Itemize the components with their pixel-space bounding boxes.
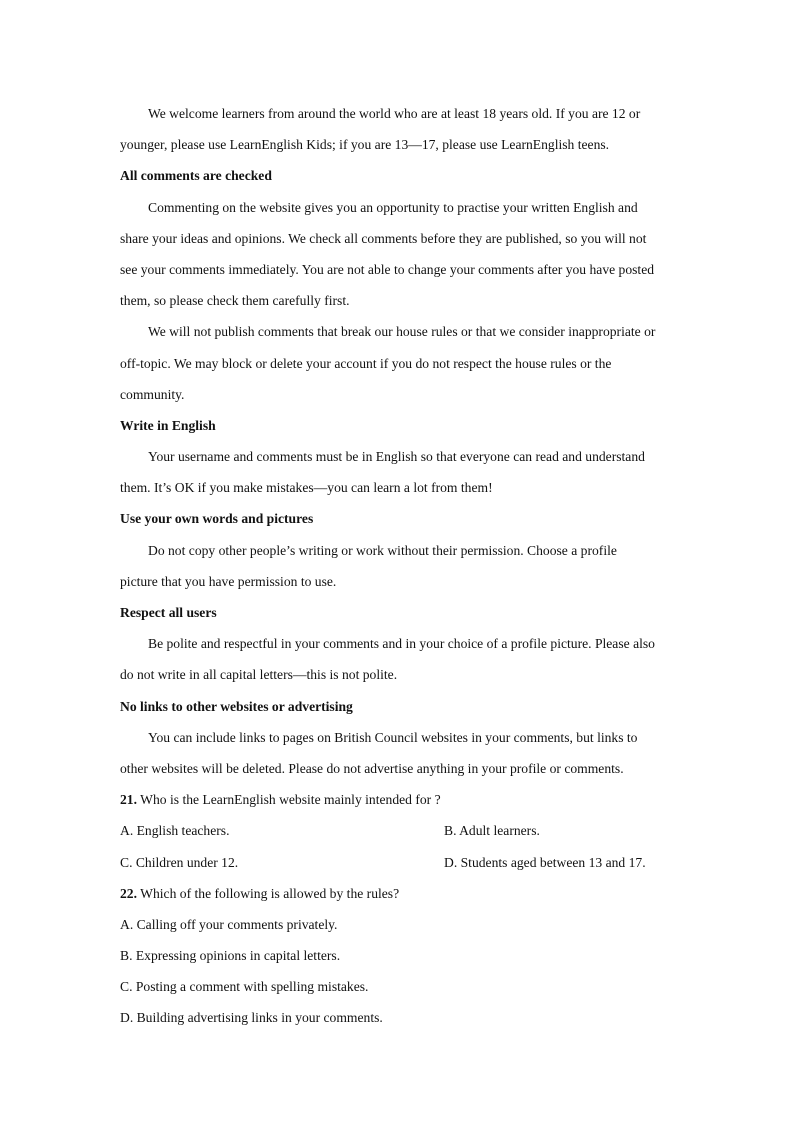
paragraph-publish-line-1: We will not publish comments that break our house rules or that we consider inappropriate or xyxy=(148,324,656,340)
question-21-options-row-2 xyxy=(120,847,676,878)
heading-write-english: Write in English xyxy=(120,417,216,433)
heading-respect-users: Respect all users xyxy=(120,605,217,620)
heading-own-words: Use your own words and pictures xyxy=(120,511,314,527)
paragraph-copy-line-2: picture that you have permission to use. xyxy=(120,573,337,589)
paragraph-polite-line-2: do not write in all capital letters—this is not polite. xyxy=(120,667,398,683)
document-page xyxy=(120,98,676,1034)
paragraph-commenting-line-2: share your ideas and opinions. We check all comments before they are published, so you will not xyxy=(120,230,647,246)
question-22-option-a: A. Calling off your comments privately. xyxy=(120,916,338,932)
question-22-option-d: D. Building advertising links in your comments. xyxy=(120,1010,383,1026)
paragraph-username-line-2: them. It’s OK if you make mistakes—you can learn a lot from them! xyxy=(120,480,493,496)
question-21-text: Who is the LearnEnglish website mainly intended for ? xyxy=(140,792,441,808)
question-21-options-row-1 xyxy=(120,815,676,846)
paragraph-username-line-1: Your username and comments must be in English so that everyone can read and understand xyxy=(148,449,645,465)
question-21-option-b: B. Adult learners. xyxy=(444,823,540,839)
question-21-option-d: D. Students aged between 13 and 17. xyxy=(444,854,646,870)
paragraph-intro-line-2: younger, please use LearnEnglish Kids; if you are 13—17, please use LearnEnglish teens. xyxy=(120,137,610,153)
question-21-option-c: C. Children under 12. xyxy=(120,854,239,870)
paragraph-copy-line-1: Do not copy other people’s writing or work without their permission. Choose a profile xyxy=(148,542,617,558)
question-21 xyxy=(120,784,676,815)
question-21-number: 21. xyxy=(120,792,137,808)
paragraph-links-line-1: You can include links to pages on British Council websites in your comments, but links to xyxy=(148,729,638,745)
question-22-text: Which of the following is allowed by the rules? xyxy=(140,885,400,901)
paragraph-polite-line-1: Be polite and respectful in your comments and in your choice of a profile picture. Please also xyxy=(148,636,655,652)
question-22-option-b: B. Expressing opinions in capital letters. xyxy=(120,948,341,964)
question-22-option-c: C. Posting a comment with spelling mistakes. xyxy=(120,979,369,995)
paragraph-commenting-line-1: Commenting on the website gives you an opportunity to practise your written English and xyxy=(148,199,638,215)
paragraph-publish-line-2: off-topic. We may block or delete your account if you do not respect the house rules or the xyxy=(120,355,612,371)
paragraph-intro-line-1: We welcome learners from around the world who are at least 18 years old. If you are 12 or xyxy=(148,106,641,121)
paragraph-publish-line-3: community. xyxy=(120,386,185,402)
question-22-number: 22. xyxy=(120,885,137,901)
question-22 xyxy=(120,878,676,909)
paragraph-commenting-line-3: see your comments immediately. You are not able to change your comments after you have posted xyxy=(120,261,655,277)
heading-comments-checked: All comments are checked xyxy=(120,168,272,184)
heading-no-links: No links to other websites or advertising xyxy=(120,698,353,714)
paragraph-commenting-line-4: them, so please check them carefully first. xyxy=(120,293,350,309)
paragraph-links-line-2: other websites will be deleted. Please do not advertise anything in your profile or comments. xyxy=(120,760,624,776)
question-21-option-a: A. English teachers. xyxy=(120,823,230,839)
